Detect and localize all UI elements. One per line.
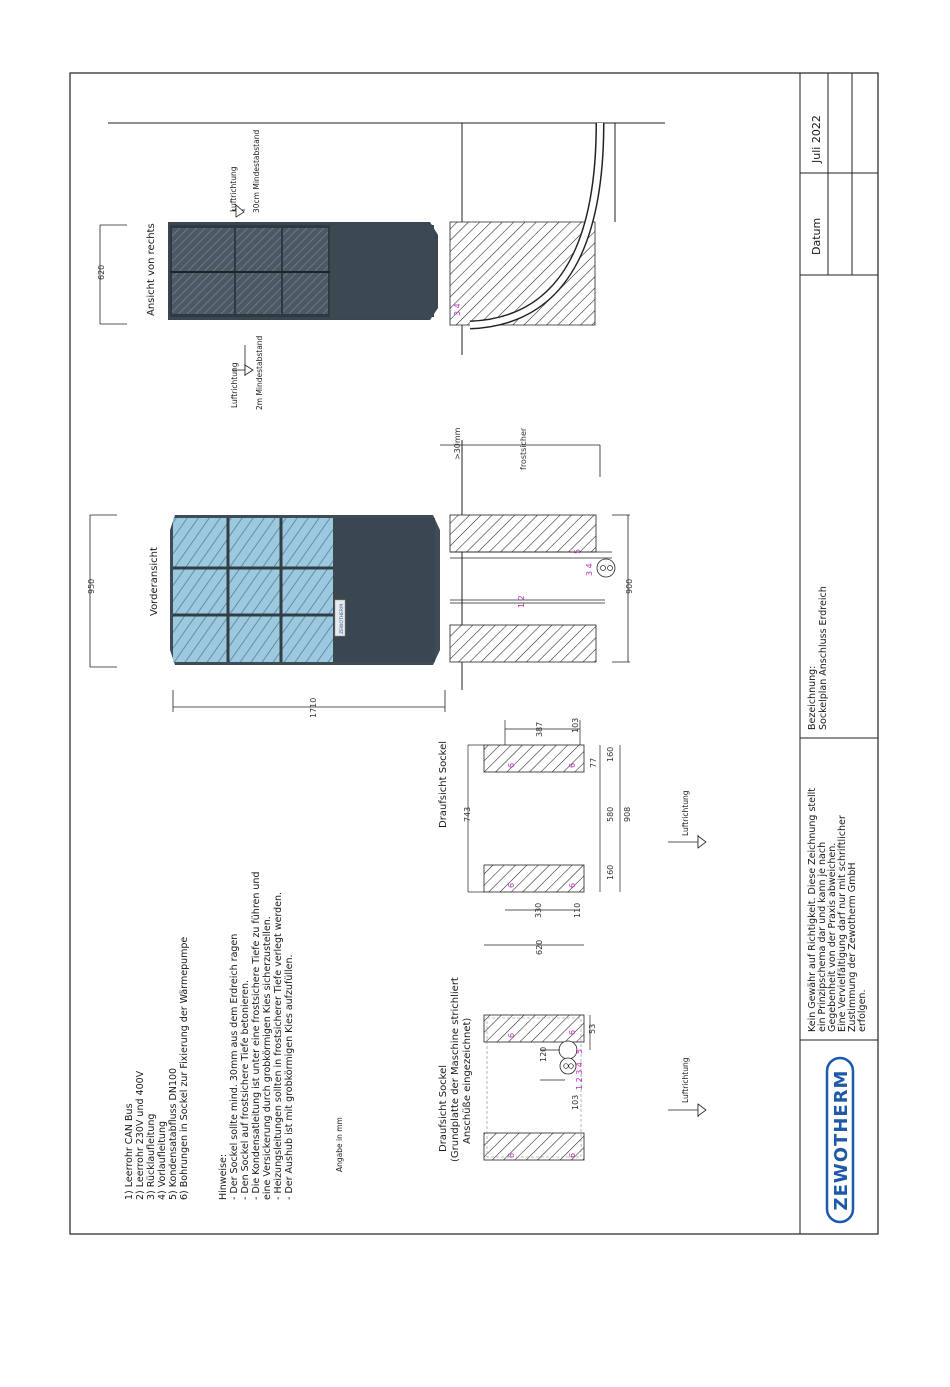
designation (807, 586, 829, 730)
svg-text:6: 6 (507, 762, 516, 768)
svg-text:Kein Gewähr auf Richtigkeit. D: Kein Gewähr auf Richtigkeit. Diese Zeichnung stellt (807, 787, 818, 1032)
front-view-label: Vorderansicht (149, 547, 160, 616)
svg-text:6: 6 (507, 1152, 516, 1158)
disclaimer (807, 788, 868, 1032)
svg-text:1 2 3 4: 1 2 3 4 (575, 1062, 584, 1090)
svg-text:53: 53 (588, 1023, 597, 1034)
svg-text:Eine Vervielfältigung darf nur: Eine Vervielfältigung darf nur mit schriftlicher (837, 815, 848, 1032)
svg-text:(Grundplatte der Maschine stri: (Grundplatte der Maschine strichliert (450, 977, 461, 1162)
svg-text:3 4: 3 4 (453, 303, 462, 316)
svg-text:erfolgen.: erfolgen. (857, 989, 868, 1032)
top-plate-view-label (438, 977, 473, 1162)
svg-text:160: 160 (606, 746, 615, 762)
date-value: Juli 2022 (810, 115, 823, 163)
ground-section-front (440, 440, 630, 690)
svg-text:160: 160 (606, 864, 615, 880)
zewotherm-logo (827, 1058, 853, 1222)
legend-item: 5) Kondensatabfluss DN100 (168, 1067, 179, 1200)
svg-text:620: 620 (97, 264, 106, 280)
svg-text:2m Mindestabstand: 2m Mindestabstand (255, 335, 264, 410)
svg-text:- Der Aushub ist mit grobkörmi: - Der Aushub ist mit grobkörmigen Kies aufzufüllen. (284, 954, 295, 1200)
svg-text:6: 6 (568, 1152, 577, 1158)
date-label: Datum (810, 217, 823, 255)
svg-text:ein Prinzipschema dar und kann: ein Prinzipschema dar und kann je nach (817, 841, 828, 1032)
svg-text:900: 900 (625, 578, 634, 594)
svg-text:Anschüße eingezeichnet): Anschüße eingezeichnet) (462, 1017, 473, 1144)
svg-text:330: 330 (534, 902, 543, 918)
svg-text:- Heizungsleitungen sollten in: - Heizungsleitungen sollten in frostsicherer Tiefe verlegt werden. (273, 892, 284, 1200)
svg-text:6: 6 (507, 882, 516, 888)
hints (218, 872, 295, 1200)
svg-text:- Die Kondensatleitung ist un: - Die Kondensatleitung ist unter eine frostsichere Tiefe zu führen und (251, 871, 262, 1200)
svg-text:Hinweise:: Hinweise: (218, 1153, 229, 1200)
svg-text:ZEWOTHERM: ZEWOTHERM (340, 604, 345, 634)
svg-text:6: 6 (568, 762, 577, 768)
base-top-view (468, 717, 620, 945)
svg-text:- Der Sockel sollte mind. 30mm: - Der Sockel sollte mind. 30mm aus dem Erdreich ragen (229, 933, 240, 1200)
legend-item: 2) Leerrohr 230V und 400V (135, 1070, 146, 1200)
svg-text:3 4: 3 4 (585, 563, 594, 576)
svg-text:110: 110 (573, 902, 582, 918)
legend-item: 3) Rücklaufleitung (146, 1113, 157, 1200)
svg-text:1710: 1710 (309, 697, 318, 718)
svg-text:Zustimmung der Zewotherm GmbH: Zustimmung der Zewotherm GmbH (847, 862, 858, 1032)
svg-text:1 2: 1 2 (517, 595, 526, 608)
svg-text:- Den Sockel auf frostsichere: - Den Sockel auf frostsichere Tiefe betonieren. (240, 979, 251, 1200)
svg-text:743: 743 (463, 806, 472, 822)
legend-item: 6) Bohrungen in Sockel zur Fixierung der Wärmepumpe (179, 936, 190, 1200)
svg-text:77: 77 (589, 757, 598, 768)
legend-item: 1) Leerrohr CAN Bus (124, 1103, 135, 1200)
svg-text:620: 620 (535, 939, 544, 955)
svg-text:103: 103 (571, 717, 580, 733)
svg-text:5: 5 (573, 548, 582, 554)
svg-text:eine Versickerung durch grobkö: eine Versickerung durch grobkörmigen Kies sicherzustellen. (262, 916, 273, 1200)
heat-pump-front-view (170, 515, 440, 665)
svg-text:6: 6 (568, 1029, 577, 1035)
top-view-label: Draufsicht Sockel (438, 740, 449, 828)
svg-text:5: 5 (575, 1048, 584, 1054)
svg-text:580: 580 (606, 806, 615, 822)
svg-text:6: 6 (507, 1032, 516, 1038)
svg-text:Luftrichtung: Luftrichtung (230, 362, 239, 408)
svg-text:Sockelplan Anschluss Erdreich: Sockelplan Anschluss Erdreich (818, 586, 829, 730)
heat-pump-right-view (168, 222, 438, 320)
svg-text:ZEWOTHERM: ZEWOTHERM (831, 1069, 852, 1211)
legend-item: 4) Vorlaufleitung (157, 1121, 168, 1200)
unit-note: Angabe in mm (335, 1117, 344, 1172)
right-view-label: Ansicht von rechts (146, 223, 157, 316)
svg-text:950: 950 (87, 578, 96, 594)
svg-text:30cm Mindestabstand: 30cm Mindestabstand (252, 129, 261, 213)
svg-text:103: 103 (571, 1094, 580, 1110)
svg-text:Draufsicht Sockel: Draufsicht Sockel (438, 1064, 449, 1152)
svg-text:frostsicher: frostsicher (519, 427, 528, 470)
svg-text:Gegebenheit von der Praxis abw: Gegebenheit von der Praxis abweichen. (827, 842, 838, 1032)
svg-text:387: 387 (535, 721, 544, 737)
svg-text:908: 908 (623, 806, 632, 822)
svg-text:Luftrichtung: Luftrichtung (229, 166, 238, 212)
svg-text:120: 120 (539, 1046, 548, 1062)
svg-text:>30mm: >30mm (453, 427, 462, 460)
svg-text:6: 6 (568, 882, 577, 888)
svg-text:Luftrichtung: Luftrichtung (681, 1057, 690, 1103)
svg-text:Bezeichnung:: Bezeichnung: (807, 665, 818, 730)
legend (124, 937, 190, 1200)
svg-text:Luftrichtung: Luftrichtung (681, 790, 690, 836)
air-arrow-plate (668, 1104, 706, 1117)
